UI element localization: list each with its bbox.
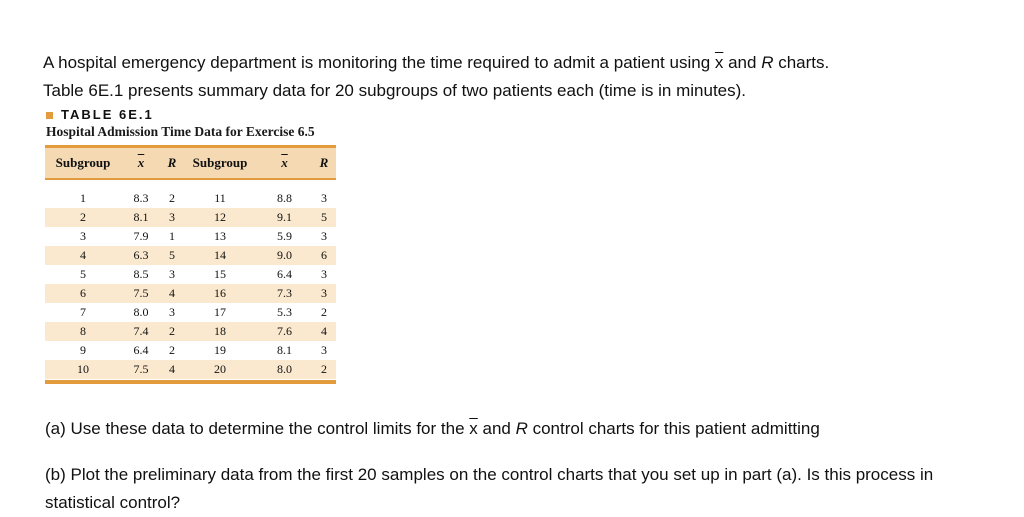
- cell-r: 6: [321, 248, 327, 262]
- r-symbol: R: [515, 419, 528, 438]
- cell-subgroup: 18: [214, 324, 226, 338]
- question-a-text-end: control charts for this patient admitting: [527, 419, 820, 438]
- cell-xbar: 6.4: [277, 267, 292, 281]
- cell-subgroup: 8: [80, 324, 86, 338]
- cell-subgroup: 7: [80, 305, 86, 319]
- cell-r: 4: [169, 362, 175, 376]
- cell-r: 3: [321, 267, 327, 281]
- cell-xbar: 8.0: [133, 305, 149, 319]
- intro-and: and: [723, 53, 762, 72]
- cell-subgroup: 3: [80, 229, 86, 243]
- cell-xbar: 8.1: [133, 210, 149, 224]
- header-subgroup-2: Subgroup: [192, 155, 248, 170]
- cell-r: 3: [321, 191, 327, 205]
- cell-r: 1: [169, 229, 175, 243]
- table-label-text: TABLE 6E.1: [61, 107, 154, 122]
- table-label-marker: [46, 112, 53, 119]
- cell-subgroup: 9: [80, 343, 86, 357]
- table-body: [45, 189, 336, 379]
- header-r-1: R: [167, 155, 177, 170]
- cell-r: 3: [169, 305, 175, 319]
- cell-xbar: 7.9: [133, 229, 149, 243]
- table-row: [45, 303, 336, 322]
- table-row: [45, 341, 336, 360]
- intro-line-1: [43, 49, 1013, 77]
- cell-subgroup: 15: [214, 267, 226, 281]
- table-row: [45, 208, 336, 227]
- question-b: (b) Plot the preliminary data from the first 20 samples on the control charts that you set up in part (a). Is this process in statistical control?: [45, 465, 934, 512]
- cell-r: 3: [321, 229, 327, 243]
- cell-xbar: 7.5: [133, 286, 149, 300]
- xbar-symbol: $\overline{x}$: [469, 419, 478, 438]
- question-a-text: (a) Use these data to determine the control limits for the: [45, 419, 470, 438]
- intro-line-2: Table 6E.1 presents summary data for 20 subgroups of two patients each (time is in minutes).: [43, 81, 747, 100]
- header-r-2: R: [319, 155, 329, 170]
- cell-subgroup: 17: [214, 305, 226, 319]
- cell-r: 4: [169, 286, 175, 300]
- cell-xbar: 7.4: [133, 324, 149, 338]
- table-header-row: [45, 148, 336, 178]
- cell-xbar: 5.3: [277, 305, 292, 319]
- cell-subgroup: 4: [80, 248, 86, 262]
- problem-intro: [43, 49, 1013, 105]
- intro-text: A hospital emergency department is monitoring the time required to admit a patient using: [43, 53, 715, 72]
- cell-subgroup: 10: [77, 362, 89, 376]
- cell-xbar: 7.3: [277, 286, 292, 300]
- admission-time-table: [45, 145, 336, 384]
- intro-text-end: charts.: [773, 53, 830, 72]
- table-row: [45, 227, 336, 246]
- header-xbar-1: $\overline{x}$: [137, 155, 145, 170]
- cell-r: 5: [321, 210, 327, 224]
- table-caption: Hospital Admission Time Data for Exercise 6.5: [46, 124, 315, 139]
- table-row: [45, 189, 336, 208]
- cell-subgroup: 2: [80, 210, 86, 224]
- cell-r: 2: [169, 343, 175, 357]
- cell-subgroup: 11: [214, 191, 226, 205]
- cell-r: 2: [321, 362, 327, 376]
- cell-r: 3: [169, 210, 175, 224]
- cell-xbar: 7.6: [277, 324, 292, 338]
- cell-xbar: 8.0: [277, 362, 292, 376]
- question-a-and: and: [477, 419, 516, 438]
- cell-subgroup: 6: [80, 286, 86, 300]
- cell-xbar: 8.1: [277, 343, 292, 357]
- cell-subgroup: 14: [214, 248, 226, 262]
- cell-xbar: 8.3: [133, 191, 149, 205]
- xbar-symbol: $\overline{x}$: [714, 53, 724, 72]
- cell-r: 3: [321, 286, 327, 300]
- cell-subgroup: 1: [80, 191, 86, 205]
- cell-xbar: 5.9: [277, 229, 292, 243]
- cell-subgroup: 12: [214, 210, 226, 224]
- cell-r: 2: [169, 191, 175, 205]
- r-symbol: R: [761, 53, 774, 72]
- cell-xbar: 9.0: [277, 248, 292, 262]
- header-subgroup-1: Subgroup: [55, 155, 111, 170]
- cell-r: 4: [321, 324, 327, 338]
- cell-xbar: 6.4: [133, 343, 149, 357]
- cell-subgroup: 19: [214, 343, 226, 357]
- cell-r: 3: [169, 267, 175, 281]
- table-row: [45, 360, 336, 379]
- table-row: [45, 284, 336, 303]
- cell-r: 2: [169, 324, 175, 338]
- table-label: [46, 107, 154, 122]
- cell-r: 5: [169, 248, 175, 262]
- cell-subgroup: 5: [80, 267, 86, 281]
- question-a: [45, 415, 820, 443]
- cell-subgroup: 20: [214, 362, 226, 376]
- cell-r: 3: [321, 343, 327, 357]
- cell-xbar: 7.5: [133, 362, 149, 376]
- cell-xbar: 8.8: [277, 191, 292, 205]
- cell-subgroup: 16: [214, 286, 226, 300]
- cell-xbar: 9.1: [277, 210, 292, 224]
- cell-xbar: 8.5: [133, 267, 149, 281]
- table-row: [45, 322, 336, 341]
- cell-xbar: 6.3: [133, 248, 149, 262]
- table-bottom-rule: [45, 380, 336, 384]
- header-xbar-2: $\overline{x}$: [281, 155, 288, 170]
- table-row: [45, 265, 336, 284]
- table-row: [45, 246, 336, 265]
- cell-r: 2: [321, 305, 327, 319]
- cell-subgroup: 13: [214, 229, 226, 243]
